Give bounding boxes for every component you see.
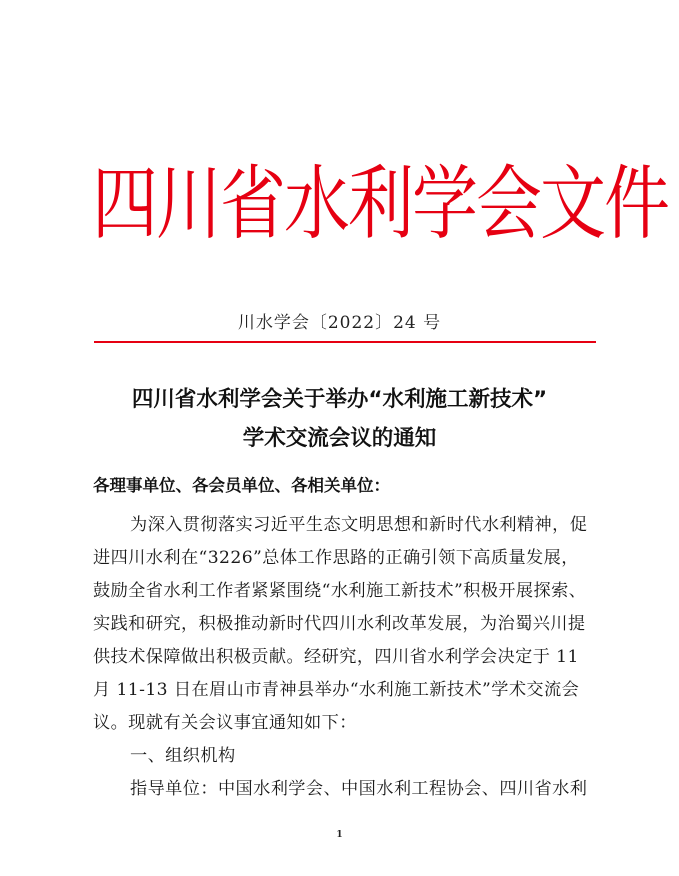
body-line: 指导单位：中国水利学会、中国水利工程协会、四川省水利: [130, 779, 588, 799]
masthead-title: 四川省水利学会文件: [92, 157, 668, 252]
red-divider-line: [94, 341, 596, 343]
page-number: 1: [336, 830, 343, 840]
body-line: 供技术保障做出积极贡献。经研究，四川省水利学会决定于 11: [93, 647, 579, 667]
body-line: 进四川水利在“3226”总体工作思路的正确引领下高质量发展，: [93, 548, 579, 568]
body-line: 月 11-13 日在眉山市青神县举办“水利施工新技术”学术交流会: [93, 680, 580, 700]
salutation: 各理事单位、各会员单位、各相关单位：: [93, 476, 390, 495]
document-number: 川水学会〔2022〕24 号: [237, 313, 442, 333]
body-line: 鼓励全省水利工作者紧紧围绕“水利施工新技术”积极开展探索、: [93, 581, 587, 601]
notice-title-line-2: 学术交流会议的通知: [242, 426, 437, 451]
body-line: 为深入贯彻落实习近平生态文明思想和新时代水利精神，促: [130, 515, 588, 535]
section-heading: 一、组织机构: [130, 746, 236, 766]
notice-title-line-1: 四川省水利学会关于举办“水利施工新技术”: [131, 387, 548, 412]
body-line: 实践和研究，积极推动新时代四川水利改革发展，为治蜀兴川提: [93, 614, 586, 634]
body-line: 议。现就有关会议事宜通知如下：: [93, 713, 357, 733]
